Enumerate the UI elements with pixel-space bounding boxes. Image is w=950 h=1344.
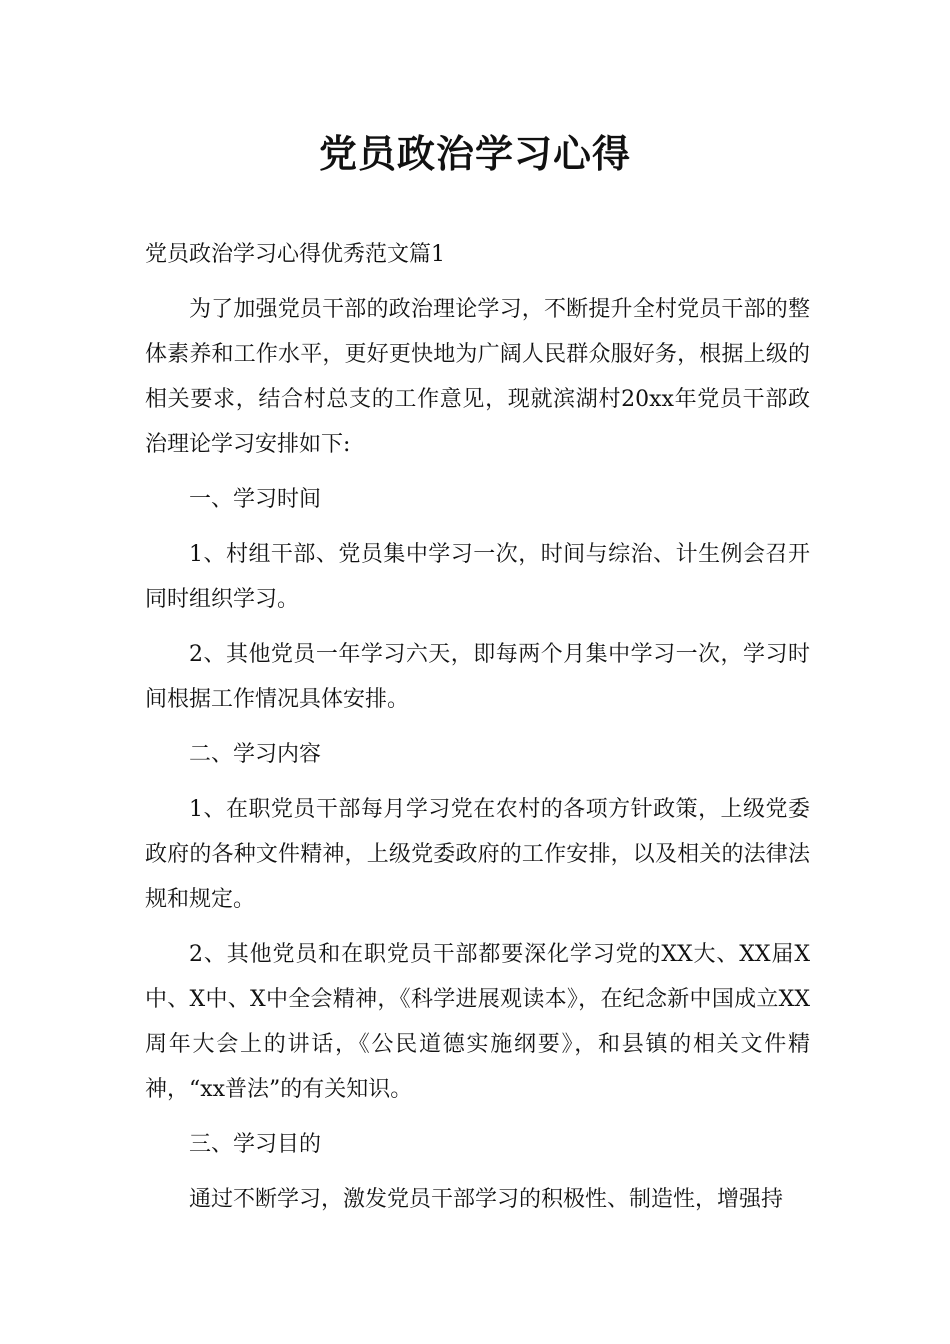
section-heading-study-content: 二、学习内容 [189, 742, 322, 767]
document-body [145, 232, 810, 1232]
section-heading-study-purpose: 三、学习目的 [189, 1132, 322, 1157]
paragraph-purpose: 通过不断学习，激发党员干部学习的积极性、制造性，增强持 [189, 1187, 784, 1212]
document-subtitle: 党员政治学习心得优秀范文篇1 [145, 242, 445, 267]
document-title: 党员政治学习心得 [318, 132, 631, 176]
paragraph-content-item-2: 2、其他党员和在职党员干部都要深化学习党的XX大、XX届X中、X中、X中全会精神，《科学进展观读本》，在纪念新中国成立XX周年大会上的讲话，《公民道德实施纲要》，和县镇的相关文件精神，“xx普法”的有关知识。 [145, 942, 810, 1102]
paragraph-time-item-2: 2、其他党员一年学习六天，即每两个月集中学习一次，学习时间根据工作情况具体安排。 [145, 642, 810, 712]
section-heading-study-time: 一、学习时间 [189, 487, 322, 512]
paragraph-content-item-1: 1、在职党员干部每月学习党在农村的各项方针政策，上级党委政府的各种文件精神，上级党委政府的工作安排，以及相关的法律法规和规定。 [145, 797, 810, 912]
paragraph-time-item-1: 1、村组干部、党员集中学习一次，时间与综治、计生例会召开同时组织学习。 [145, 542, 810, 612]
paragraph-intro: 为了加强党员干部的政治理论学习，不断提升全村党员干部的整体素养和工作水平，更好更快地为广阔人民群众服好务，根据上级的相关要求，结合村总支的工作意见，现就滨湖村20xx年党员干部政治理论学习安排如下: [145, 297, 810, 457]
